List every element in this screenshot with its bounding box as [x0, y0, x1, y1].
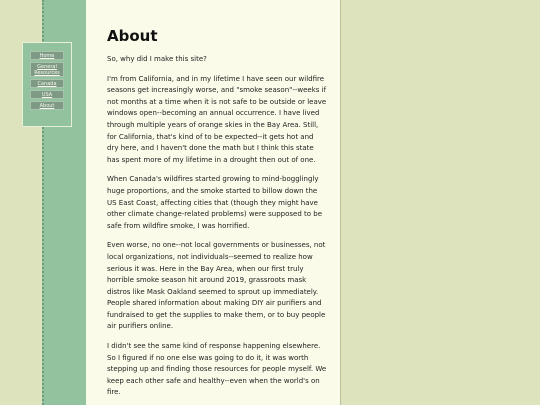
nav-link-usa[interactable]: USA: [30, 90, 64, 99]
nav-link-canada[interactable]: Canada: [30, 79, 64, 88]
nav-link-home[interactable]: Home: [30, 51, 64, 60]
response-paragraph: Even worse, no one--not local governments or businesses, not local organizations, not individuals--seemed to realize how serious it was. Here in the Bay Area, when our first truly horrible smoke season hit around 2019, grassroots mask distros like Mask Oakland seemed to sprout up immediately. People shared information about making DIY air purifiers and fundraised to get the supplies to make them, or to buy people air purifiers online.: [107, 241, 326, 331]
nav-link-general-resources[interactable]: General Resources: [30, 62, 64, 77]
motivation-paragraph: I didn't see the same kind of response happening elsewhere. So I figured if no one else was going to do it, it was worth stepping up and finding those resources for people myself. We keep each other safe and healthy--even when the world's on fire.: [107, 342, 327, 397]
california-paragraph: I'm from California, and in my lifetime I have seen our wildfire seasons get increasingly worse, and "smoke season"--weeks if not months at a time when it is not safe to be outside or leave windows open--becoming an annual occurrence. I have lived through multiple years of orange skies in the Bay Area. Still, for California, that's kind of to be expected--it gets hot and dry here, and I haven't done the math but I think this state has spent more of my lifetime in a drought then out of one.: [107, 74, 327, 164]
main-content: [86, 0, 341, 405]
nav-link-about[interactable]: About: [30, 101, 64, 110]
page-title: About: [107, 27, 158, 45]
intro-paragraph: So, why did I make this site?: [107, 55, 207, 63]
canada-paragraph: When Canada's wildfires started growing to mind-bogglingly huge proportions, and the smoke started to billow down the US East Coast, affecting cities that (though they might have other climate change-related problems) were supposed to be safe from wildfire smoke, I was horrified.: [107, 175, 323, 230]
site-navigation: [22, 42, 72, 127]
